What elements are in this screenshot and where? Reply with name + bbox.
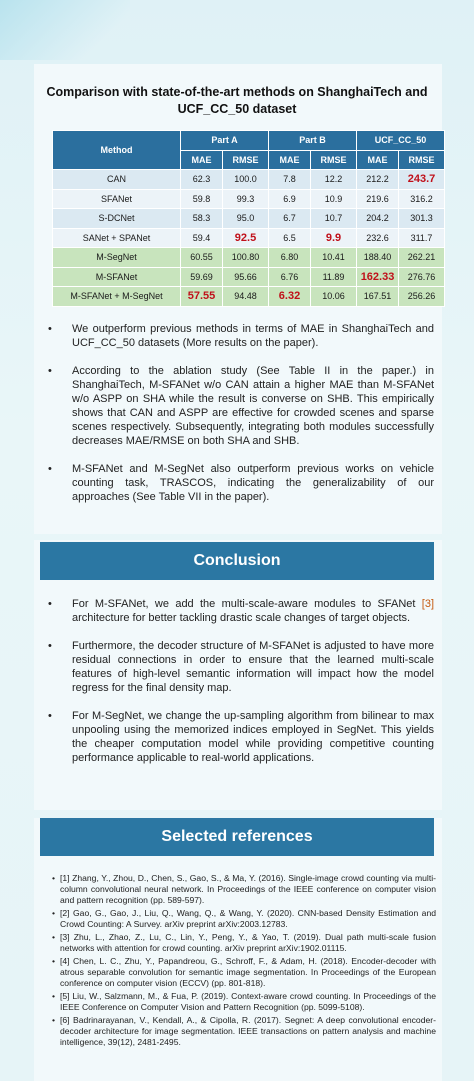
bullet-text: We outperform previous methods in terms of MAE in ShanghaiTech and UCF_CC_50 datasets (More results on the paper).: [72, 323, 434, 349]
value-cell: 60.55: [181, 248, 223, 268]
reference-item: [52, 956, 436, 989]
header-metric: RMSE: [399, 150, 445, 170]
header-metric: RMSE: [223, 150, 269, 170]
value-cell: 10.41: [311, 248, 357, 268]
value-cell: 95.0: [223, 209, 269, 229]
value-cell: 6.80: [269, 248, 311, 268]
table-row: [53, 287, 445, 307]
reference-text: [1] Zhang, Y., Zhou, D., Chen, S., Gao, S., & Ma, Y. (2016). Single-image crowd counting via multi-column convolutional neural network. In Proceedings of the IEEE conference on computer vision and pattern recognition (pp. 589-597).: [60, 873, 436, 905]
value-cell: 10.06: [311, 287, 357, 307]
comparison-table: [52, 130, 445, 307]
value-cell: 262.21: [399, 248, 445, 268]
list-item: [44, 462, 434, 504]
bullet-text: For M-SFANet, we add the multi-scale-aware modules to SFANet: [72, 598, 422, 610]
value-cell: 10.7: [311, 209, 357, 229]
references-list: [52, 873, 436, 1050]
reference-item: [52, 1015, 436, 1048]
header-metric: MAE: [181, 150, 223, 170]
value-cell: 100.0: [223, 170, 269, 190]
best-value-cell: 162.33: [357, 267, 399, 287]
header-group-parta: Part A: [181, 131, 269, 151]
method-cell: M-SFANet + M-SegNet: [53, 287, 181, 307]
reference-text: [6] Badrinarayanan, V., Kendall, A., & Cipolla, R. (2017). Segnet: A deep convolutional encoder-decoder architecture for image segmentation. IEEE transactions on pattern analysis and machine intelligence, 39(12), 2481-2495.: [60, 1015, 436, 1047]
method-cell: S-DCNet: [53, 209, 181, 229]
bullet-icon: •: [48, 598, 52, 610]
bullet-icon: •: [52, 956, 56, 966]
method-cell: M-SegNet: [53, 248, 181, 268]
value-cell: 95.66: [223, 267, 269, 287]
best-value-cell: 243.7: [399, 170, 445, 190]
reference-text: [5] Liu, W., Salzmann, M., & Fua, P. (2019). Context-aware crowd counting. In Proceedings of the IEEE Conference on Computer Vision and Pattern Recognition (pp. 5099-5108).: [60, 991, 436, 1012]
value-cell: 10.9: [311, 189, 357, 209]
method-cell: SFANet: [53, 189, 181, 209]
conclusion-bullets: [44, 597, 434, 779]
list-item: [44, 709, 434, 765]
value-cell: 311.7: [399, 228, 445, 248]
value-cell: 6.7: [269, 209, 311, 229]
value-cell: 62.3: [181, 170, 223, 190]
bullet-icon: •: [48, 463, 52, 475]
value-cell: 256.26: [399, 287, 445, 307]
best-value-cell: 57.55: [181, 287, 223, 307]
value-cell: 301.3: [399, 209, 445, 229]
bullet-text: architecture for better tackling drastic scale changes of target objects.: [72, 612, 411, 624]
bullet-text: According to the ablation study (See Table II in the paper.) in ShanghaiTech, M-SFANet w/o CAN attain a higher MAE than M-SFANet w/o ASPP on SHA while the result is converse on SHB. This empirically shows that CAN and ASPP are effective for crowded scenes and sparse scenes respectively. Subsequently, integrating both modules successfully decreases MAE/RMSE on both SHA and SHB.: [72, 365, 434, 447]
corner-decoration: [0, 0, 130, 60]
value-cell: 58.3: [181, 209, 223, 229]
references-heading: Selected references: [40, 818, 434, 856]
bullet-icon: •: [48, 710, 52, 722]
bullet-icon: •: [52, 991, 56, 1001]
list-item: [44, 364, 434, 448]
reference-item: [52, 991, 436, 1013]
value-cell: 59.8: [181, 189, 223, 209]
value-cell: 6.76: [269, 267, 311, 287]
table-row: [53, 228, 445, 248]
list-item: [44, 322, 434, 350]
value-cell: 167.51: [357, 287, 399, 307]
bullet-text: For M-SegNet, we change the up-sampling algorithm from bilinear to max unpooling using the memorized indices employed in SegNet. This yields the cheaper computation model while providing competitive counting performance applicable to real-world applications.: [72, 710, 434, 764]
best-value-cell: 92.5: [223, 228, 269, 248]
header-method: Method: [53, 131, 181, 170]
list-item: [44, 639, 434, 695]
bullet-icon: •: [52, 873, 56, 883]
table-row: [53, 209, 445, 229]
table-row: [53, 170, 445, 190]
header-metric: RMSE: [311, 150, 357, 170]
bullet-text: M-SFANet and M-SegNet also outperform previous works on vehicle counting task, TRASCOS, indicating the generalizability of our approaches (See Table VII in the paper).: [72, 463, 434, 503]
header-group-partb: Part B: [269, 131, 357, 151]
value-cell: 188.40: [357, 248, 399, 268]
method-cell: CAN: [53, 170, 181, 190]
table-row: [53, 248, 445, 268]
header-metric: MAE: [269, 150, 311, 170]
value-cell: 12.2: [311, 170, 357, 190]
bullet-icon: •: [48, 365, 52, 377]
value-cell: 99.3: [223, 189, 269, 209]
header-group-ucf: UCF_CC_50: [357, 131, 445, 151]
results-bullets: [44, 322, 434, 518]
value-cell: 6.5: [269, 228, 311, 248]
table-row: [53, 267, 445, 287]
value-cell: 59.4: [181, 228, 223, 248]
value-cell: 100.80: [223, 248, 269, 268]
bullet-icon: •: [52, 1015, 56, 1025]
citation-link[interactable]: [3]: [421, 598, 434, 610]
best-value-cell: 6.32: [269, 287, 311, 307]
reference-text: [3] Zhu, L., Zhao, Z., Lu, C., Lin, Y., Peng, Y., & Yao, T. (2019). Dual path multi-scale fusion networks with attention for crowd counting. arXiv preprint arXiv:1902.01115.: [60, 932, 436, 953]
value-cell: 212.2: [357, 170, 399, 190]
best-value-cell: 9.9: [311, 228, 357, 248]
list-item: [44, 597, 434, 625]
value-cell: 316.2: [399, 189, 445, 209]
reference-item: [52, 873, 436, 906]
bullet-icon: •: [52, 932, 56, 942]
method-cell: M-SFANet: [53, 267, 181, 287]
header-metric: MAE: [357, 150, 399, 170]
conclusion-heading: Conclusion: [40, 542, 434, 580]
value-cell: 232.6: [357, 228, 399, 248]
value-cell: 219.6: [357, 189, 399, 209]
value-cell: 7.8: [269, 170, 311, 190]
reference-text: [2] Gao, G., Gao, J., Liu, Q., Wang, Q., & Wang, Y. (2020). CNN-based Density Estimation and Crowd Counting: A Survey. arXiv preprint arXiv:2003.12783.: [60, 908, 436, 929]
value-cell: 6.9: [269, 189, 311, 209]
bullet-icon: •: [48, 323, 52, 335]
table-row: [53, 189, 445, 209]
bullet-icon: •: [52, 908, 56, 918]
reference-text: [4] Chen, L. C., Zhu, Y., Papandreou, G., Schroff, F., & Adam, H. (2018). Encoder-decoder with atrous separable convolution for semantic image segmentation. In Proceedings of the European conference on computer vision (ECCV) (pp. 801-818).: [60, 956, 436, 988]
value-cell: 276.76: [399, 267, 445, 287]
value-cell: 204.2: [357, 209, 399, 229]
bullet-icon: •: [48, 640, 52, 652]
table-title: Comparison with state-of-the-art methods on ShanghaiTech and UCF_CC_50 dataset: [46, 85, 428, 116]
bullet-text: Furthermore, the decoder structure of M-SFANet is adjusted to have more residual connections in order to ensure that the learned multi-scale features of high-level semantic information will impact how the model regress for the final density map.: [72, 640, 434, 694]
reference-item: [52, 908, 436, 930]
value-cell: 59.69: [181, 267, 223, 287]
method-cell: SANet + SPANet: [53, 228, 181, 248]
reference-item: [52, 932, 436, 954]
value-cell: 94.48: [223, 287, 269, 307]
value-cell: 11.89: [311, 267, 357, 287]
